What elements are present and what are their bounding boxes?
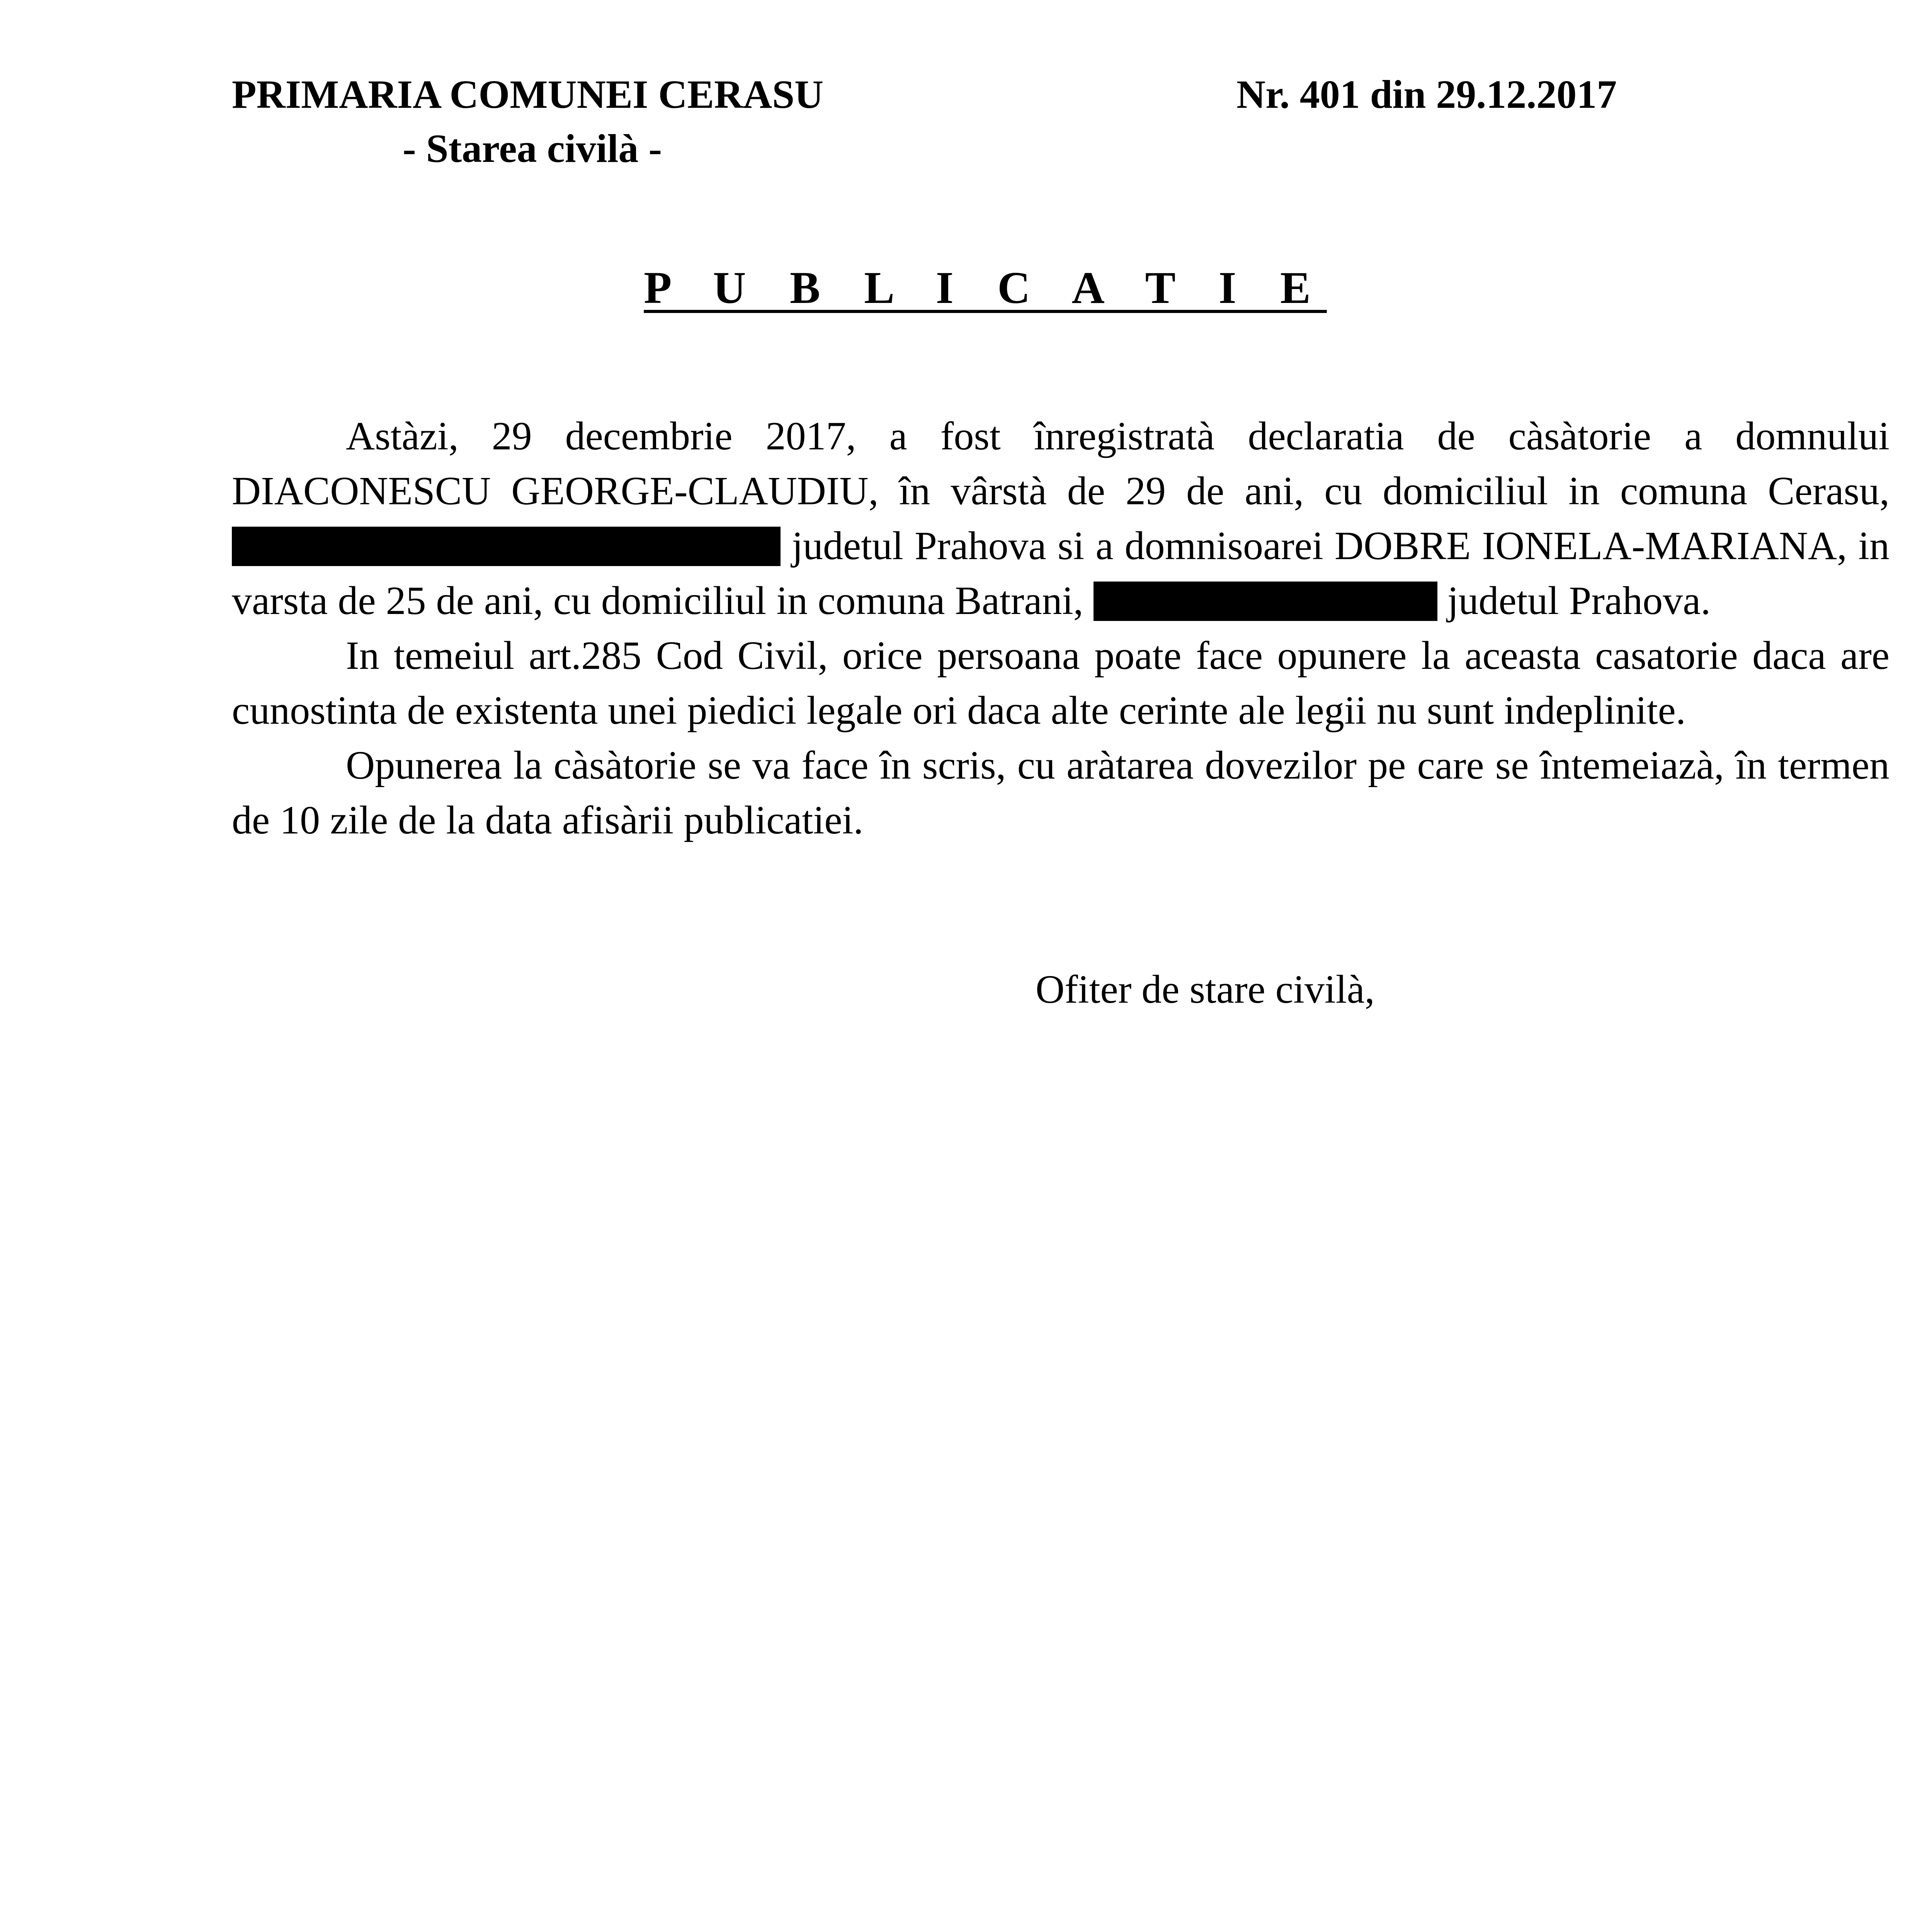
paragraph-legal-basis: In temeiul art.285 Cod Civil, orice persoana poate face opunere la aceasta casatorie daca are cunostinta de existenta unei piedici legale ori daca alte cerinte ale legii nu sunt indeplinite. (232, 633, 1889, 733)
institution-name: PRIMARIA COMUNEI CERASU (232, 72, 824, 117)
signature-label: Ofiter de stare civilà, (1036, 967, 1375, 1012)
registration-number: Nr. 401 din 29.12.2017 (1236, 72, 1617, 117)
paragraph-opposition: Opunerea la càsàtorie se va face în scris, cu aràtarea dovezilor pe care se întemeiazà, în termen de 10 zile de la data afisàrii publicatiei. (232, 743, 1889, 842)
redacted-address-groom (232, 527, 781, 566)
document-body (232, 409, 1889, 848)
document-title-block (0, 259, 1932, 317)
document-title: P U B L I C A T I E (644, 262, 1327, 313)
paragraph-declaration-part-3: judetul Prahova. (1437, 578, 1711, 623)
paragraph-declaration-part-1: Astàzi, 29 decembrie 2017, a fost înregistratà declaratia de càsàtorie a domnului DIACONESCU GEORGE-CLAUDIU, în vârstà de 29 de ani, cu domiciliul in comuna Cerasu, (232, 414, 1889, 513)
department-name: - Starea civilà - (403, 126, 662, 171)
header-institution-block (232, 68, 927, 176)
redacted-address-bride (1094, 582, 1437, 621)
paragraph-declaration-part-2: judetul Prahova si a domnisoarei DOBRE IONELA-MARIANA, in varsta de 25 de ani, cu domiciliul in comuna Batrani, (232, 524, 1889, 623)
paragraph-declaration (232, 409, 1889, 628)
